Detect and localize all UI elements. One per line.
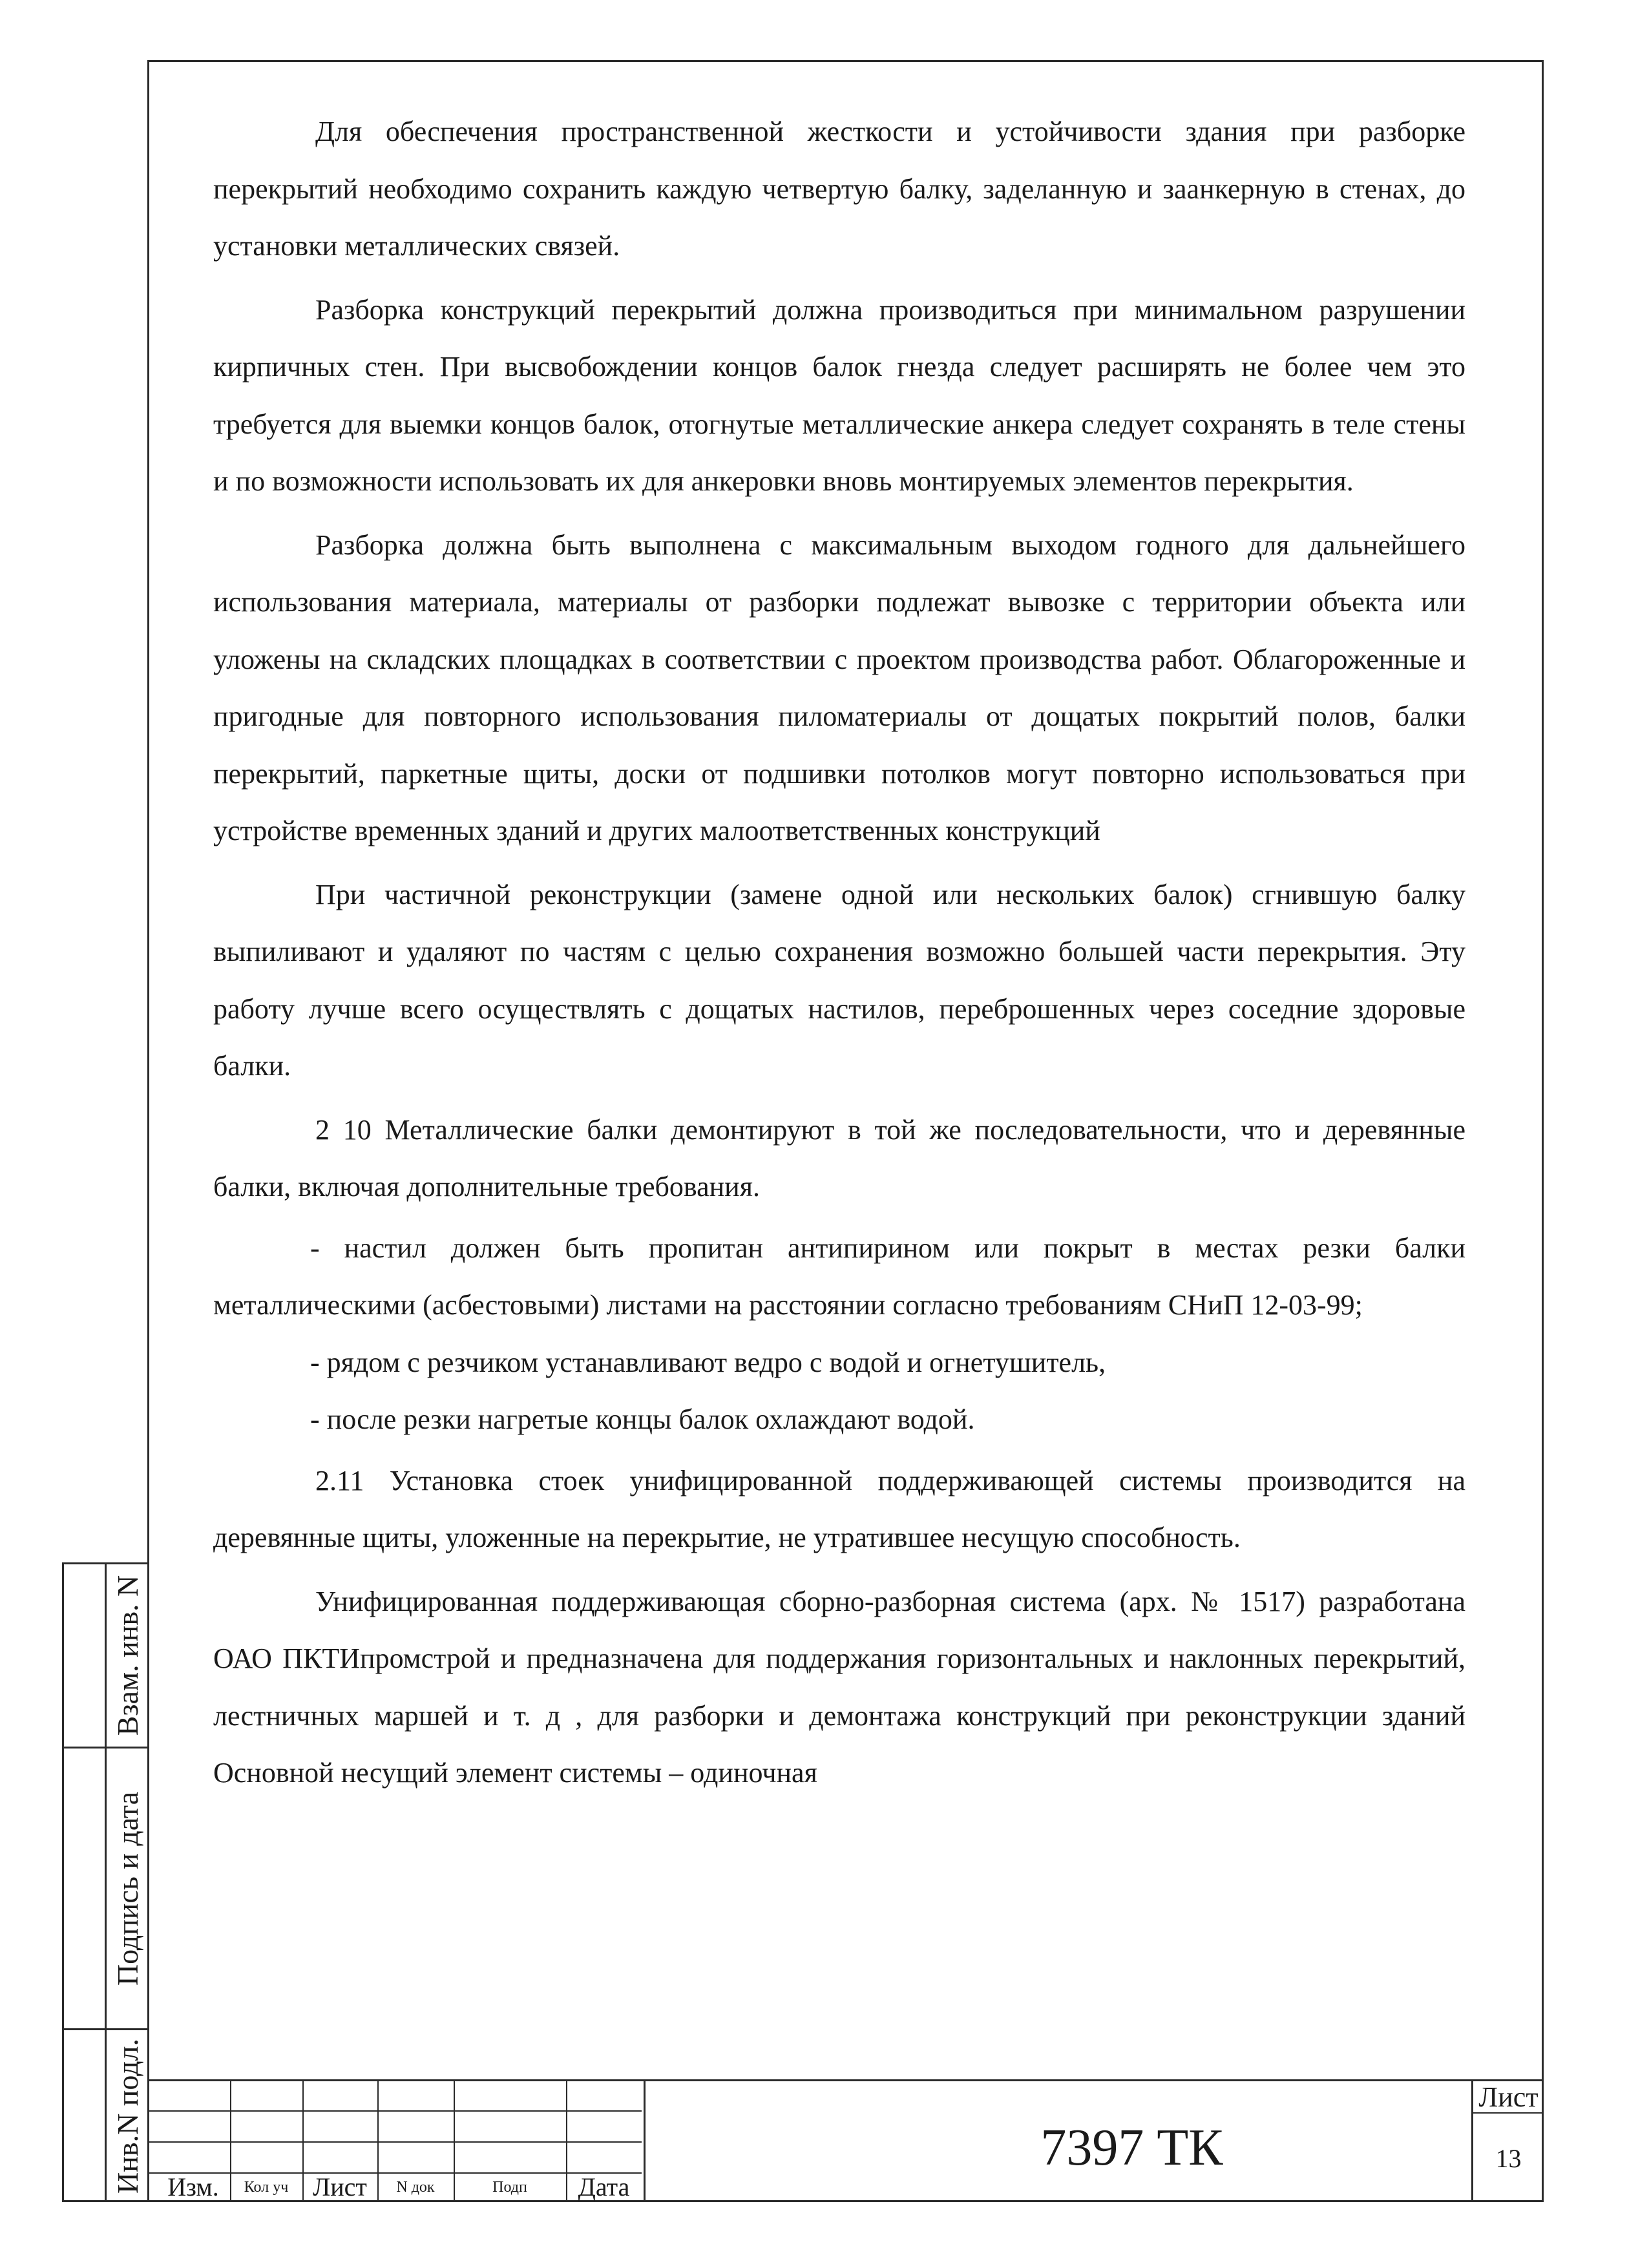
header-izm: Изм. [167, 2172, 219, 2201]
side-divider [64, 2028, 105, 2030]
side-stamp-empty-column [64, 1564, 107, 2200]
header-kol-uch: Кол уч [244, 2179, 289, 2196]
paragraph: Разборка конструкций перекрытий должна производиться при минимальном разрушении кирпичных стен. При высвобождении концов балок гнезда следует расширять не более чем это требуется для выемки концов балок, отогнутые металлические анкера следует сохранять в теле стены и по возможности использовать их для анкеровки вновь монтируемых элементов перекрытия. [213, 293, 1465, 497]
header-n-dok: N док [396, 2179, 435, 2196]
side-divider [64, 1747, 105, 1748]
header-podp: Подп [492, 2179, 527, 2196]
title-block [147, 2079, 1544, 2202]
side-cell-vzam [107, 1564, 149, 1747]
sheet-number: 13 [1495, 2144, 1522, 2173]
grid-row-line [147, 2141, 642, 2143]
side-stamp-label-column [107, 1564, 149, 2200]
side-cell-inv-podl [107, 2028, 149, 2202]
revision-grid [147, 2081, 642, 2202]
sheet-label: Лист [1473, 2081, 1544, 2114]
bullet-item: - настил должен быть пропитан антипирином или покрыт в местах резки балки металлическими (асбестовыми) листами на расстоянии согласно требованиям СНиП 12-03-99; [213, 1232, 1465, 1321]
side-stamp [62, 1562, 149, 2202]
paragraph: Унифицированная поддерживающая сборно-разборная система (арх. № 1517) разработана ОАО ПКТИпромстрой и предназначена для поддержания горизонтальных и наклонных перекрытий, лестничных маршей и т. д , для разборки и демонтажа конструкций при реконструкции зданий Основной несущий элемент системы – одиночная [213, 1585, 1465, 1789]
paragraph: Разборка должна быть выполнена с максимальным выходом годного для дальнейшего использования материала, материалы от разборки подлежат вывозке с территории объекта или уложены на складских площадках в соответствии с проектом производства работ. Облагороженные и пригодные для повторного использования пиломатериалы от дощатых покрытий полов, балки перекрытий, паркетные щиты, доски от подшивки потолков могут повторно использоваться при устройстве временных зданий и других малоответственных конструкций [213, 529, 1465, 846]
header-list: Лист [313, 2172, 367, 2201]
side-label-vzam-inv: Взам. инв. N [111, 1575, 144, 1736]
bullet-item: - после резки нагретые концы балок охлаждают водой. [310, 1403, 975, 1435]
document-body [213, 103, 1465, 1802]
header-data: Дата [578, 2172, 630, 2201]
paragraph: Для обеспечения пространственной жесткости и устойчивости здания при разборке перекрытий необходимо сохранить каждую четвертую балку, заделанную и заанкерную в стенах, до установки металлических связей. [213, 116, 1465, 262]
paragraph: При частичной реконструкции (замене одной или нескольких балок) сгнившую балку выпиливают и удаляют по частям с целью сохранения возможно большей части перекрытия. Эту работу лучше всего осуществлять с дощатых настилов, переброшенных через соседние здоровые балки. [213, 878, 1465, 1082]
document-code: 7397 ТК [644, 2081, 1618, 2202]
side-label-podpis-data: Подпись и дата [111, 1791, 144, 1986]
side-label-inv-podl: Инв.N подл. [111, 2039, 144, 2194]
paragraph: 2 10 Металлические балки демонтируют в той же последовательности, что и деревянные балки, включая дополнительные требования. [213, 1113, 1465, 1202]
paragraph: 2.11 Установка стоек унифицированной поддерживающей системы производится на деревянные щиты, уложенные на перекрытие, не утратившее несущую способность. [213, 1464, 1465, 1553]
grid-row-line [147, 2110, 642, 2112]
sheet-box [1471, 2081, 1544, 2202]
bullet-item: - рядом с резчиком устанавливают ведро с водой и огнетушитель, [310, 1346, 1106, 1378]
side-cell-podpis [107, 1747, 149, 2028]
